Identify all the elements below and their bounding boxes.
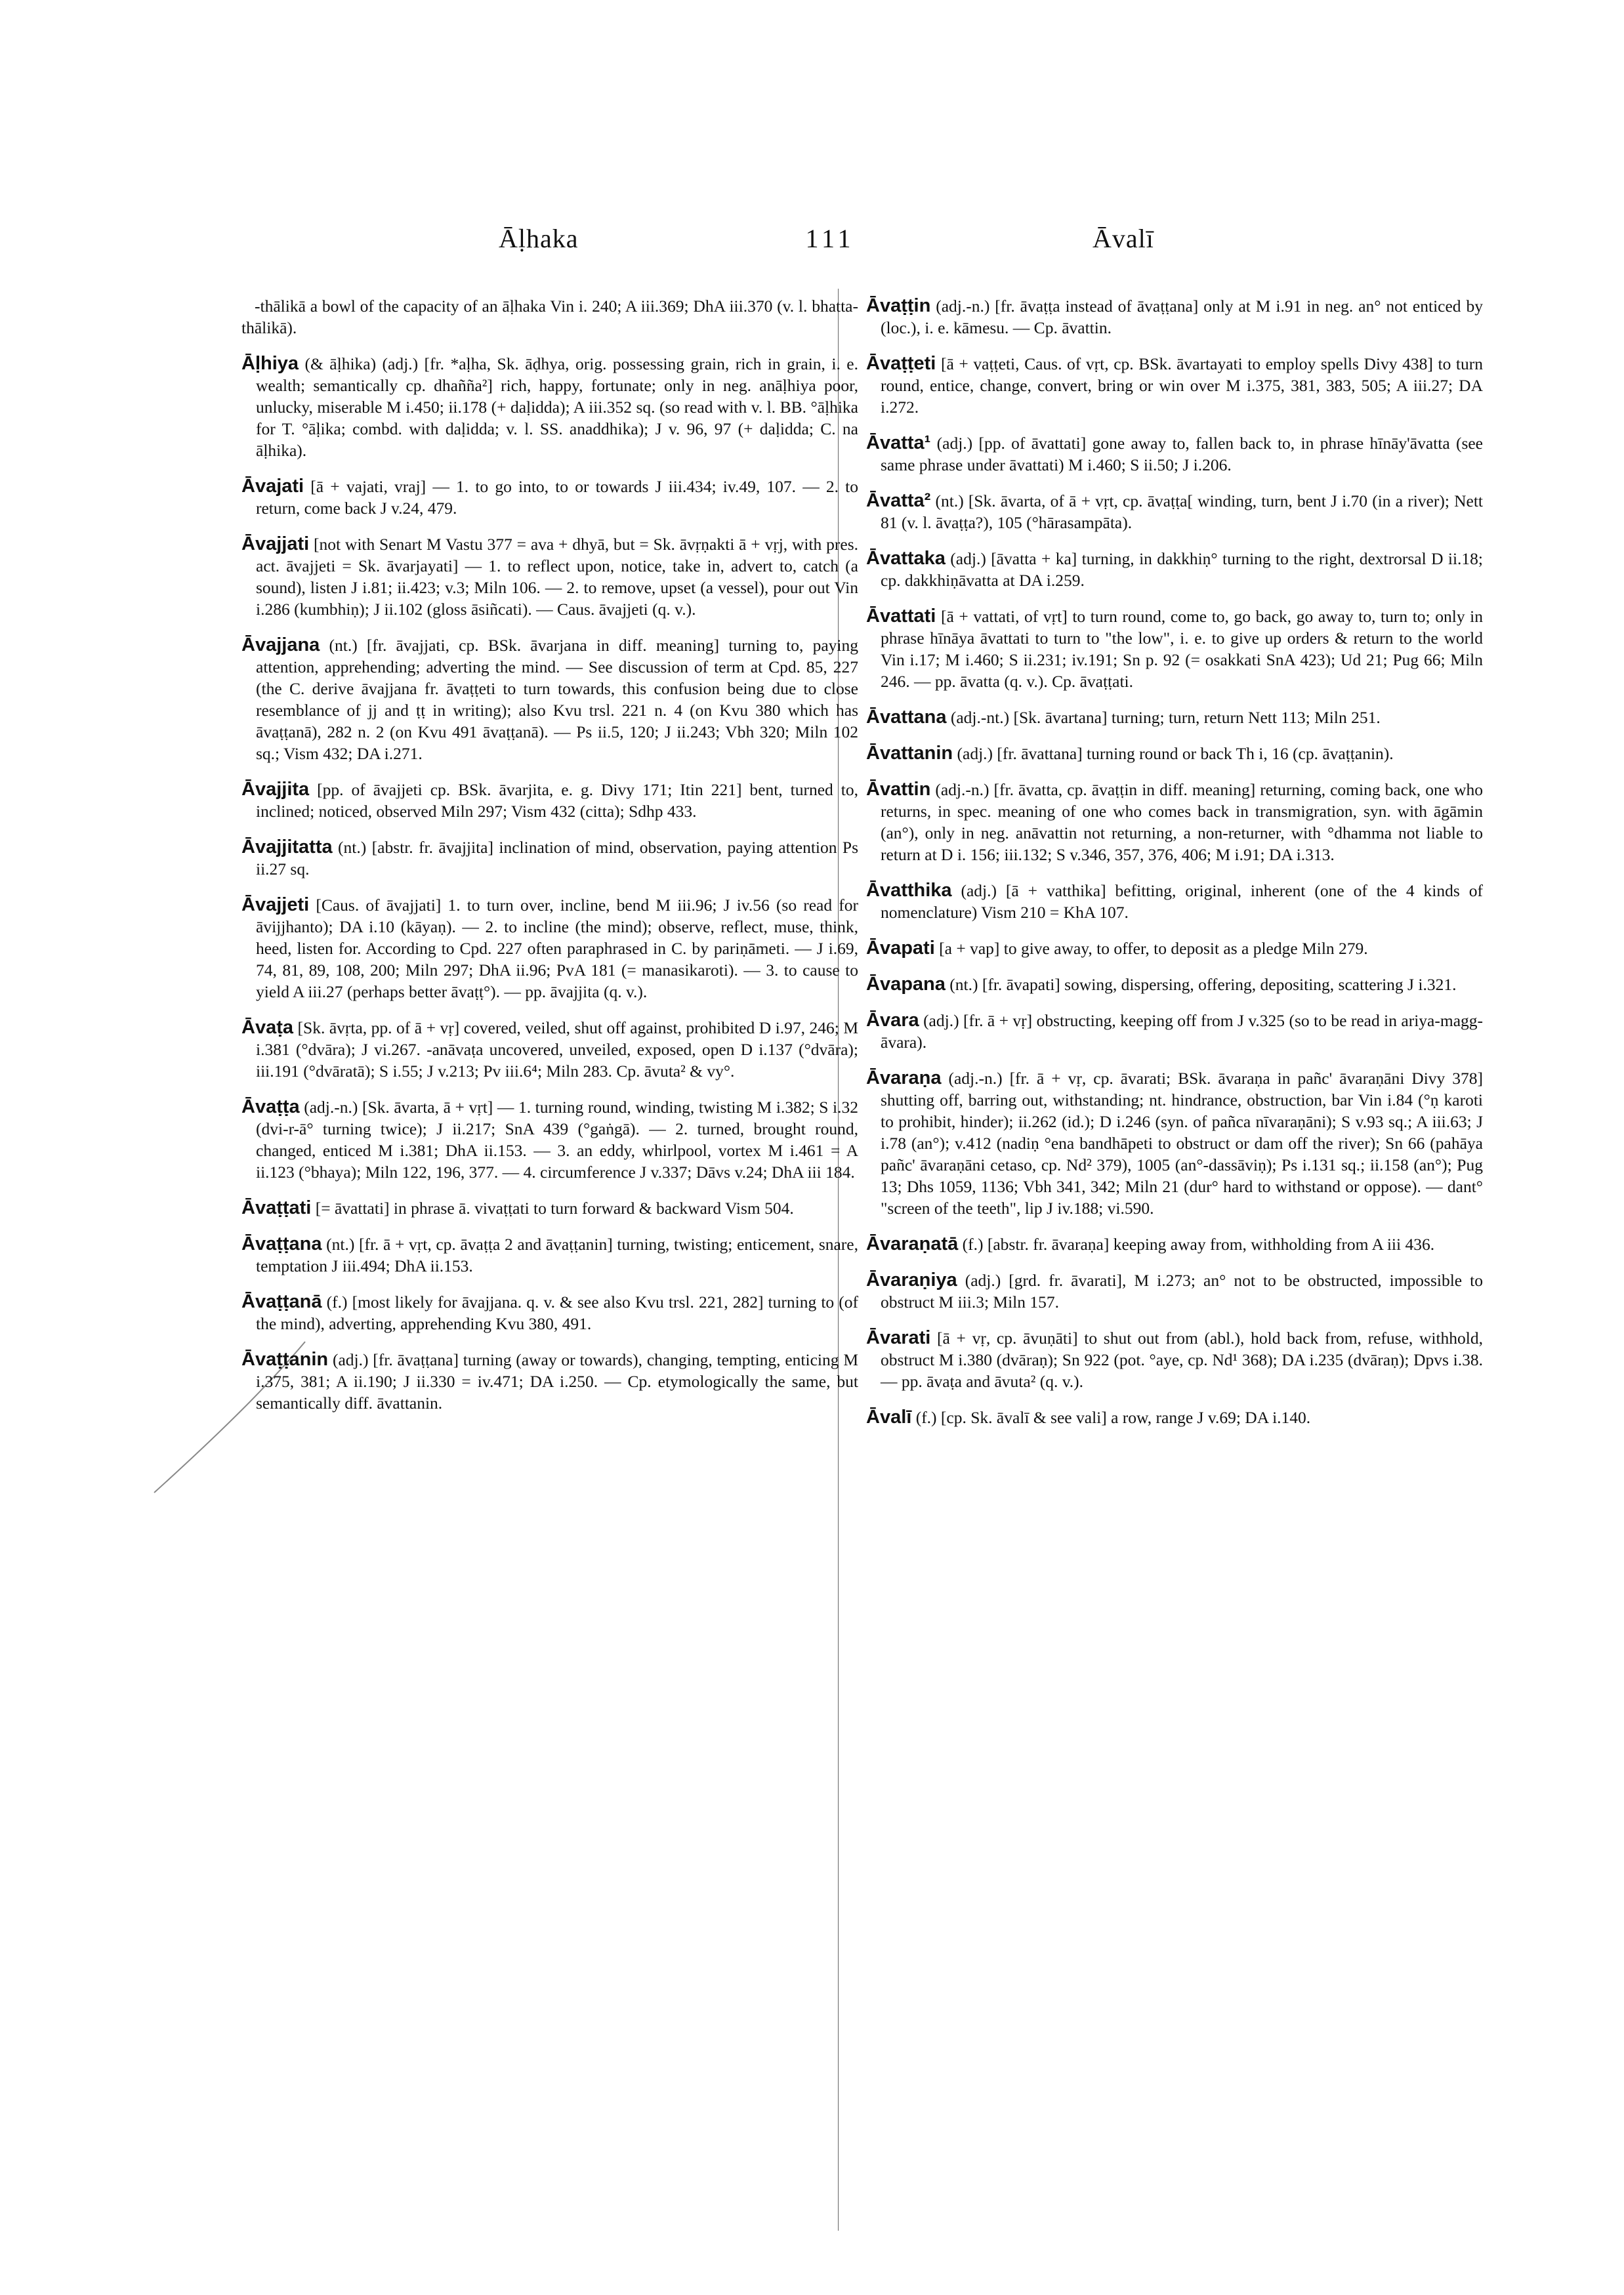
entry-headword: Āvaṭṭana [241,1233,322,1254]
dictionary-entry [866,432,1483,476]
entry-definition: (adj.-n.) [fr. ā + vṛ, cp. āvarati; BSk. āvaraṇa in pañc' āvaraṇāni Divy 378] shutting off, barring out, withstanding; nt. hindrance, obstruction, bar Vin i.84 (°ṇ karoti to prohibit, hinder); ii.262 (id.); D i.246 (syn. of pañca nīvaraṇāni); S v.93 sq.; A iii.63; J i.78 (an°); v.412 (nadiṇ °ena bandhāpeti to obstruct or dam off the river); Sn 66 (pahāya pañc' āvaraṇāni cetaso, cp. Nd² 379), 1005 (an°-dassāviṇ); Ps i.131 sq.; ii.158 (an°); Pug 13; Dhs 1059, 1136; Vbh 341, 342; Miln 21 (dur° hard to withstand or oppose). — dant° "screen of the teeth", lip J iv.188; vi.590. [881,1069,1483,1218]
entry-definition: [pp. of āvajjeti cp. BSk. āvarjita, e. g. Divy 171; Itin 221] bent, turned to, inclined; noticed, observed Miln 297; Vism 432 (citta); Sdhp 433. [256,780,858,821]
entry-headword: Āvattati [866,606,936,627]
entry-definition: [ā + vattati, of vṛt] to turn round, come to, go back, go away to, turn to; only in phrase hīnāya āvattati to turn to "the low", i. e. to give up orders & return to the world Vin i.17; M i.460; S ii.231; iv.191; Sn p. 92 (= osakkati SnA 423); Ud 21; Pug 66; Miln 246. — pp. āvatta (q. v.). Cp. āvaṭṭati. [881,607,1483,691]
entry-definition: (adj.-n.) [fr. āvaṭṭa instead of āvaṭṭana] only at M i.91 in neg. an° not enticed by (loc.), i. e. kāmesu. — Cp. āvattin. [881,297,1483,337]
entry-definition: (adj.) [grd. fr. āvarati], M i.273; an° not to be obstructed, impossible to obstruct M iii.3; Miln 157. [881,1271,1483,1312]
entry-headword: Āvaraṇa [866,1067,942,1088]
dictionary-entry [241,1096,858,1183]
entry-definition: [ā + vajati, vraj] — 1. to go into, to or towards J iii.434; iv.49, 107. — 2. to return, come back J v.24, 479. [256,477,858,518]
entry-headword: Āvajjati [241,533,310,554]
entry-definition: (adj.) [ā + vatthika] befitting, original, inherent (one of the 4 kinds of nomenclature) Vism 210 = KhA 107. [881,881,1483,922]
entry-headword: Āvattaka [866,548,946,569]
dictionary-entry [866,548,1483,591]
dictionary-entry [866,1233,1483,1255]
dictionary-entry [241,295,858,339]
entry-headword: Āvalī [866,1407,912,1428]
dictionary-entry [241,837,858,880]
dictionary-entry [866,1407,1483,1428]
dictionary-entry [241,1017,858,1082]
entry-headword: Āvaṭṭa [241,1096,300,1117]
page-header [0,223,1624,262]
entry-headword: Āvattanin [866,743,953,764]
right-column [866,295,1483,2250]
entry-definition: [a + vap] to give away, to offer, to deposit as a pledge Miln 279. [939,939,1368,958]
dictionary-entry [241,1349,858,1414]
dictionary-entry [866,880,1483,923]
entry-definition: (f.) [cp. Sk. āvalī & see vali] a row, range J v.69; DA i.140. [915,1408,1311,1427]
entry-headword: Āvaṭṭati [241,1197,312,1218]
entry-headword: Āvaṭa [241,1017,293,1038]
running-head-left: Āḷhaka [499,224,579,253]
entry-definition: (nt.) [fr. ā + vṛt, cp. āvaṭṭa 2 and āvaṭṭanin] turning, twisting; enticement, snare, temptation J iii.494; DhA ii.153. [256,1235,858,1275]
dictionary-entry [866,1067,1483,1219]
dictionary-entry [866,743,1483,764]
entry-definition: (nt.) [fr. āvapati] sowing, dispersing, offering, depositing, scattering J i.321. [949,975,1457,994]
dictionary-entry [241,779,858,822]
entry-headword: Āvajjita [241,779,310,800]
dictionary-entry [241,894,858,1003]
dictionary-entry [866,974,1483,995]
dictionary-entry [866,490,1483,533]
entry-headword: Āvaraṇiya [866,1270,957,1291]
entry-definition: [Caus. of āvajjati] 1. to turn over, incline, bend M iii.96; J iv.56 (so read for āvijjhanto); DA i.10 (kāyaṇ). — 2. to incline (the mind); observe, reflect, muse, think, heed, listen for. According to Cpd. 227 often paraphrased in C. by pariṇāmeti. — J i.69, 74, 81, 89, 108, 200; Miln 297; DhA ii.96; PvA 181 (= manasikaroti). — 3. to cause to yield A iii.27 (perhaps better āvaṭṭ°). — pp. āvajjita (q. v.). [256,896,858,1001]
dictionary-entry [866,606,1483,692]
dictionary-entry [866,1010,1483,1053]
entry-headword: Āvatta¹ [866,432,931,453]
dictionary-entry [866,938,1483,959]
dictionary-entry [866,707,1483,728]
dictionary-entry [241,1291,858,1334]
entry-definition: [= āvattati] in phrase ā. vivaṭṭati to turn forward & backward Vism 504. [315,1199,794,1218]
entry-definition: (adj.-n.) [fr. āvatta, cp. āvaṭṭin in diff. meaning] returning, coming back, one who returns, in spec. meaning of one who comes back in transmigration, syn. with āgāmin (an°), only in neg. anāvattin not returning, a non-returner, with °dhamma not liable to return at D i. 156; iii.132; S v.346, 357, 376, 406; M i.91; DA i.313. [881,780,1483,864]
entry-headword: Āvaraṇatā [866,1233,959,1254]
entry-headword: Āvara [866,1010,919,1031]
entry-headword: Āvattin [866,779,931,800]
entry-headword: Āvajjana [241,634,320,655]
entry-headword: Āvajati [241,476,304,497]
entry-headword: Āvaṭṭanin [241,1349,329,1370]
dictionary-entry [866,1270,1483,1313]
dictionary-entry [241,533,858,620]
entry-definition: [not with Senart M Vastu 377 = ava + dhyā, but = Sk. āvṛṇakti ā + vṛj, with pres. act. āvajjeti = Sk. āvarjayati] — 1. to reflect upon, notice, take in, advert to, catch (a sound), listen J i.81; ii.423; v.3; Miln 106. — 2. to remove, upset (a vessel), pour out Vin i.286 (kumbhiṇ); J ii.102 (gloss āsiñcati). — Caus. āvajjeti (q. v.). [256,535,858,619]
entry-headword: Āvatthika [866,880,952,901]
entry-headword: Āvaṭṭeti [866,353,936,374]
left-column [241,295,858,2250]
entry-headword: Āvaṭṭin [866,295,931,316]
entry-definition: (adj.-nt.) [Sk. āvartana] turning; turn, return Nett 113; Miln 251. [950,708,1381,727]
entry-definition: (adj.) [fr. āvaṭṭana] turning (away or towards), changing, tempting, enticing M i.375, 381; A ii.190; J ii.330 = iv.471; DA i.250. — Cp. etymologically the same, but semantically diff. āvattanin. [256,1350,858,1413]
running-head-right: Āvalī [1093,224,1154,253]
entry-definition: (adj.) [pp. of āvattati] gone away to, fallen back to, in phrase hīnāy'āvatta (see same phrase under āvattati) M i.460; S ii.50; J i.206. [881,434,1483,474]
entry-definition: (adj.) [fr. ā + vṛ] obstructing, keeping off from J v.325 (so to be read in ariya-magg-āvara). [881,1011,1483,1052]
entry-definition: [ā + vṛ, cp. āvuṇāti] to shut out from (abl.), hold back from, refuse, withhold, obstruct M i.380 (dvāraṇ); Sn 922 (pot. °aye, cp. Nd¹ 368); DA i.235 (dvāraṇ); Dpvs i.38. — pp. āvaṭa and āvuta² (q. v.). [881,1329,1483,1391]
dictionary-entry [241,1197,858,1219]
entry-definition: (nt.) [fr. āvajjati, cp. BSk. āvarjana in diff. meaning] turning to, paying attention, apprehending; adverting the mind. — See discussion of term at Cpd. 85, 227 (the C. derive āvajjana fr. āvaṭṭeti to turn towards, this confusion being due to close resemblance of jj and ṭṭ in writing); also Kvu trsl. 221 n. 4 (on Kvu 380 which has āvaṭṭanā), 282 n. 2 (on Kvu 491 āvaṭṭanā). — Ps ii.5, 120; J ii.243; Vbh 320; Miln 102 sq.; Vism 432; DA i.271. [256,636,858,763]
dictionary-entry [866,1327,1483,1392]
dictionary-entry [866,779,1483,865]
entry-headword: Āvajjeti [241,894,310,915]
entry-headword: Āvatta² [866,490,931,511]
entry-headword: Āvapana [866,974,946,995]
entry-definition: (f.) [abstr. fr. āvaraṇa] keeping away from, withholding from A iii 436. [962,1235,1435,1254]
entry-definition: (adj.) [āvatta + ka] turning, in dakkhiṇ° turning to the right, dextrorsal D ii.18; cp. dakkhiṇāvatta at DA i.259. [881,549,1483,590]
dictionary-entry [866,295,1483,339]
entry-definition: (nt.) [abstr. fr. āvajjita] inclination of mind, observation, paying attention Ps ii.27 sq. [256,838,858,879]
dictionary-entry [241,634,858,764]
dictionary-entry [241,476,858,519]
entry-definition: (f.) [most likely for āvajjana. q. v. & see also Kvu trsl. 221, 282] turning to (of the mind), adverting, apprehending Kvu 380, 491. [256,1292,858,1333]
entry-headword: Āvarati [866,1327,931,1348]
dictionary-entry [866,353,1483,418]
entry-definition: (nt.) [Sk. āvarta, of ā + vṛt, cp. āvaṭṭa[ winding, turn, bent J i.70 (in a river); Nett 81 (v. l. āvaṭṭa?), 105 (°hārasampāta). [881,491,1483,532]
entry-headword: Āvajjitatta [241,837,333,858]
entry-definition: [Sk. āvṛta, pp. of ā + vṛ] covered, veiled, shut off against, prohibited D i.97, 246; M i.381 (°dvāra); J vi.267. -anāvaṭa uncovered, unveiled, exposed, open D i.137 (°dvāra); iii.191 (°dvāratā); S i.55; J v.213; Pv iii.6⁴; Miln 283. Cp. āvuta² & vy°. [256,1018,858,1081]
entry-definition: [ā + vaṭṭeti, Caus. of vṛt, cp. BSk. āvartayati to employ spells Divy 438] to turn round, entice, change, convert, bring or win over M i.375, 381, 383, 505; A iii.27; DA i.272. [881,354,1483,417]
page-number: 111 [805,224,855,253]
dictionary-entry [241,353,858,461]
entry-definition: (adj.) [fr. āvattana] turning round or back Th i, 16 (cp. āvaṭṭanin). [957,744,1394,763]
entry-definition: -thālikā a bowl of the capacity of an āḷhaka Vin i. 240; A iii.369; DhA iii.370 (v. l. bhatta-thālikā). [241,297,858,337]
dictionary-entry [241,1233,858,1277]
entry-definition: (& āḷhika) (adj.) [fr. *aḷha, Sk. āḍhya, orig. possessing grain, rich in grain, i. e. wealth; semantically cp. dhañña²] rich, happy, fortunate; only in neg. anāḷhiya poor, unlucky, miserable M i.450; ii.178 (+ daḷidda); A iii.352 sq. (so read with v. l. BB. °āḷhika for T. °āḷika; combd. with daḷidda; v. l. SS. anaddhika); J v. 96, 97 (+ daḷidda; C. na āḷhika). [256,354,858,460]
entry-headword: Āvaṭṭanā [241,1291,322,1312]
entry-headword: Āvattana [866,707,947,728]
entry-headword: Āvapati [866,938,935,959]
entry-headword: Āḷhiya [241,353,299,374]
entry-definition: (adj.-n.) [Sk. āvarta, ā + vṛt] — 1. turning round, winding, twisting M i.382; S i.32 (dvi-r-ā° turning twice); J ii.217; SnA 439 (°gaṅgā). — 2. turned, brought round, changed, enticed M i.381; DhA ii.153. — 3. an eddy, whirlpool, vortex M i.461 = A ii.123 (°bhaya); Miln 122, 196, 377. — 4. circumference J v.337; Dāvs v.24; DhA iii 184. [256,1098,858,1182]
